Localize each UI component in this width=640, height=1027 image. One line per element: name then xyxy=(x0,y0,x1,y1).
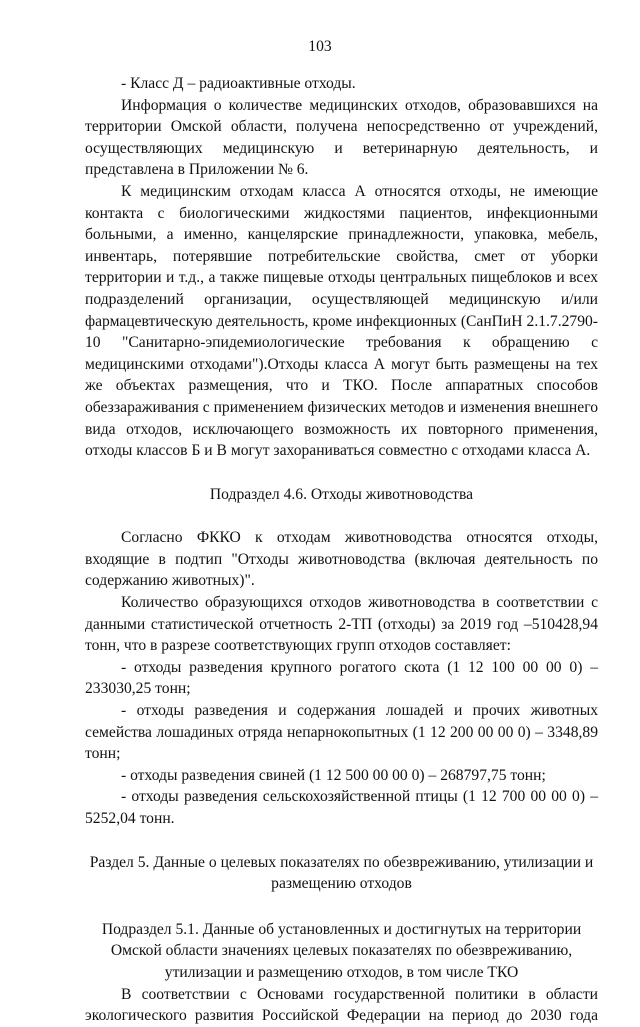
subsection-5-1-heading: Подраздел 5.1. Данные об установленных и достигнутых на территории Омской области значениях целевых показателях по обезвреживанию, утилизации и размещению отходов, в том числе ТКО xyxy=(101,920,582,981)
state-policy-paragraph: В соответствии с Основами государственной политики в области экологического развития Российской Федерации на период до 2030 года xyxy=(85,985,598,1025)
cattle-waste-item: - отходы разведения крупного рогатого скота (1 12 100 00 00 0) – 233030,25 тонн; xyxy=(85,658,598,698)
page-number: 103 xyxy=(308,38,332,55)
fkko-paragraph: Согласно ФККО к отходам животноводства относятся отходы, входящие в подтип "Отходы животноводства (включая деятельность по содержанию животных)". xyxy=(85,529,598,590)
medical-waste-info-paragraph: Информация о количестве медицинских отходов, образовавшихся на территории Омской области, получена непосредственно от учреждений, осуществляющих медицинскую и ветеринарную деятельность, и представлена в Приложении № 6. xyxy=(85,96,598,179)
class-a-paragraph: К медицинским отходам класса А относятся отходы, не имеющие контакта с биологическими жидкостями пациентов, инфекционными больными, а именно, канцелярские принадлежности, упаковка, мебель, инвентарь, потерявшие потребительские свойства, смет от уборки территории и т.д., а также пищевые отходы центральных пищеблоков и всех подразделений организации, осуществляющей медицинскую и/или фармацевтическую деятельность, кроме инфекционных (СанПиН 2.1.7.2790-10 "Санитарно-эпидемиологические требования к обращению с медицинскими отходами").Отходы класса А могут быть размещены на тех же объектах размещения, что и ТКО. После аппаратных способов обеззараживания с применением физических методов и изменения внешнего вида отходов, исключающего возможность их повторного применения, отходы классов Б и В могут захораниваться совместно с отходами класса А. xyxy=(85,182,598,460)
pig-waste-item: - отходы разведения свиней (1 12 500 00 00 0) – 268797,75 тонн; xyxy=(121,766,546,784)
subsection-4-6-heading: Подраздел 4.6. Отходы животноводства xyxy=(209,485,474,503)
section-5-heading: Раздел 5. Данные о целевых показателях по обезвреживанию, утилизации и размещению отходов xyxy=(89,853,594,893)
poultry-waste-item: - отходы разведения сельскохозяйственной птицы (1 12 700 00 00 0) – 5252,04 тонн. xyxy=(85,788,598,827)
class-d-item: - Класс Д – радиоактивные отходы. xyxy=(121,75,356,92)
page-content xyxy=(85,73,598,1027)
livestock-quantity-paragraph: Количество образующихся отходов животноводства в соответствии с данными статистической отчетность 2-ТП (отходы) за 2019 год –510428,94 тонн, что в разрезе соответствующих групп отходов составляет: xyxy=(85,594,598,655)
horse-waste-item: - отходы разведения и содержания лошадей и прочих животных семейства лошадиных отряда непарнокопытных (1 12 200 00 00 0) – 3348,89 тонн; xyxy=(85,702,598,763)
